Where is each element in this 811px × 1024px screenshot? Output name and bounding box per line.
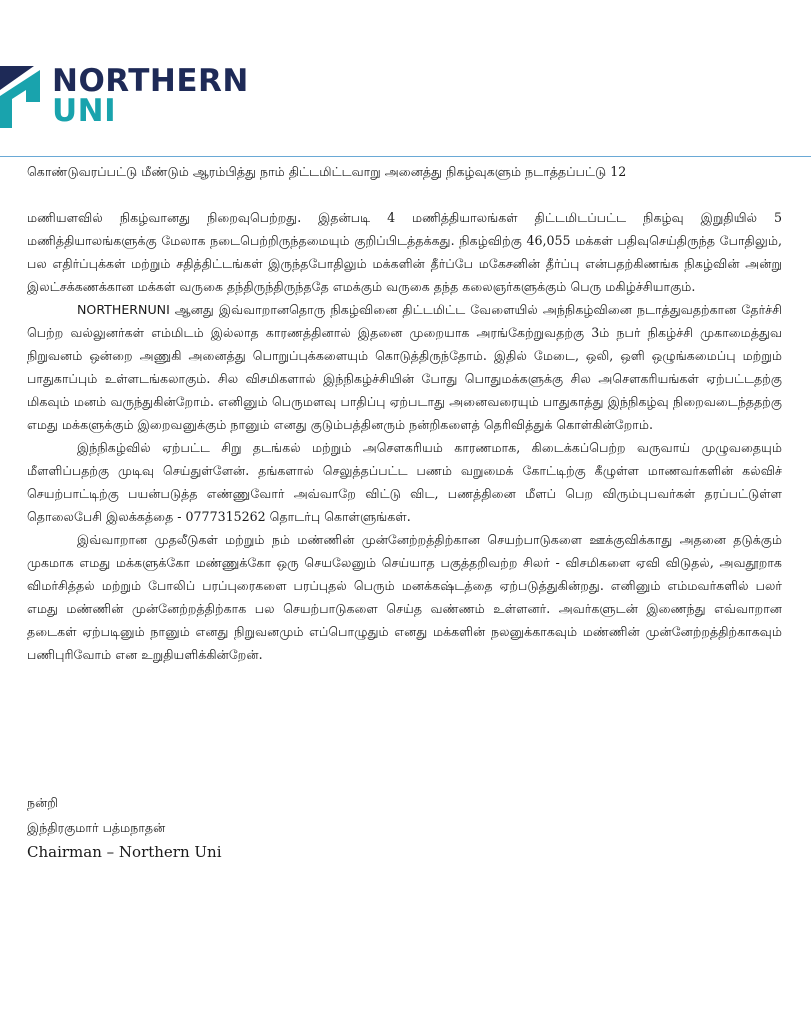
logo-line-uni: UNI: [52, 93, 117, 129]
brand-name: NORTHERNUNI: [77, 302, 170, 317]
signature-block: [27, 790, 222, 865]
header-divider: [0, 156, 811, 157]
logo-line-northern: NORTHERN: [52, 63, 249, 99]
signoff-title: Chairman – Northern Uni: [27, 843, 222, 861]
paragraph-organizer-text: ஆனது இவ்வாறானதொரு நிகழ்வினை திட்டமிட்ட வேளையில் அந்நிகழ்வினை நடாத்துவதற்கான தேர்ச்சி பெற்ற வல்லுனர்கள் எம்மிடம் இல்லாத காரணத்தினால் இதனை முறையாக அரங்கேற்றுவதற்கு 3ம் நபர் நிகழ்ச்சி முகாமைத்துவ நிறுவனம் ஒன்றை அணுகி அனைத்து பொறுப்புக்களையும் கொடுத்திருந்தோம். இதில் மேடை, ஒலி, ஒளி ஒழுங்கமைப்பு மற்றும் பாதுகாப்பும் உள்ளடங்கலாகும். சில விசமிகளால் இந்நிகழ்ச்சியின் போது பொதுமக்களுக்கு சில அசௌகரியங்கள் ஏற்பட்டதற்கு மிகவும் மனம் வருந்துகின்றோம். எனினும் பெருமளவு பாதிப்பு ஏற்படாது அனைவரையும் பாதுகாத்து இந்நிகழ்வு நிறைவடைந்ததற்கு எமது மக்களுக்கும் இறைவனுக்கும் நானும் எனது குடும்பத்தினரும் நன்றிகளைத் தெரிவித்துக் கொள்கின்றோம்.: [27, 302, 782, 432]
signoff-name: இந்திரகுமார் பத்மநாதன்: [27, 820, 166, 835]
logo-wordmark: [52, 63, 249, 129]
paragraph-commitment: இவ்வாறான முதலீடுகள் மற்றும் நம் மண்ணின் முன்னேற்றத்திற்கான செயற்பாடுகளை ஊக்குவிக்காது அதனை தடுக்கும் முகமாக எமது மக்களுக்கோ மண்ணுக்கோ ஒரு செயலேனும் செய்யாத பகுத்தறிவற்ற சிலர் - விசமிகளை ஏவி விடுதல், அவதூறாக விமர்சித்தல் மற்றும் போலிப் பரப்புரைகளை பரப்புதல் பெரும் மனக்கஷ்டத்தை ஏற்படுத்துகின்றது. எனினும் எம்மவர்களில் பலர் எமது மண்ணின் முன்னேற்றத்திற்காக பல செயற்பாடுகளை செய்த வண்ணம் உள்ளனர். அவர்களுடன் இணைந்து எவ்வாறான தடைகள் ஏற்படினும் நானும் எனது நிறுவனமும் எப்பொழுதும் எனது மக்களின் நலனுக்காகவும் மண்ணின் முன்னேற்றத்திற்காகவும் பணிபுரிவோம் என உறுதியளிக்கின்றேன்.: [27, 532, 782, 662]
paragraph-continuation: கொண்டுவரப்பட்டு மீண்டும் ஆரம்பித்து நாம் திட்டமிட்டவாறு அனைத்து நிகழ்வுகளும் நடாத்தப்பட்டு 12: [27, 164, 627, 179]
northern-uni-logo-mark-icon: [0, 66, 40, 128]
signoff-thanks: நன்றி: [27, 795, 59, 810]
paragraph-organizer: [27, 298, 782, 436]
northern-uni-logo: [0, 63, 249, 129]
letter-body: [27, 160, 782, 666]
paragraph-event-summary: மணியளவில் நிகழ்வானது நிறைவுபெற்றது. இதன்படி 4 மணித்தியாலங்கள் திட்டமிடப்பட்ட நிகழ்வு இறுதியில் 5 மணித்தியாலங்களுக்கு மேலாக நடைபெற்றிருந்தமையும் குறிப்பிடத்தக்கது. நிகழ்விற்கு 46,055 மக்கள் பதிவுசெய்திருந்த போதிலும், பல எதிர்ப்புக்கள் மற்றும் சதித்திட்டங்கள் இருந்தபோதிலும் மக்களின் தீர்ப்பே மகேசனின் தீர்ப்பு என்பதற்கிணங்க நிகழ்வின் அன்று இலட்சக்கணக்கான மக்கள் வருகை தந்திருந்திருந்ததே எமக்கும் வருகை தந்த கலைஞர்களுக்கும் பெரு மகிழ்ச்சியாகும்.: [27, 210, 782, 294]
paragraph-refund: இந்நிகழ்வில் ஏற்பட்ட சிறு தடங்கல் மற்றும் அசௌகரியம் காரணமாக, கிடைக்கப்பெற்ற வருவாய் முழுவதையும் மீளளிப்பதற்கு முடிவு செய்துள்ளேன். தங்களால் செலுத்தப்பட்ட பணம் வறுமைக் கோட்டிற்கு கீழுள்ள மாணவர்களின் கல்விச் செயற்பாட்டிற்கு பயன்படுத்த எண்ணுவோர் அவ்வாறே விட்டு விட, பணத்தினை மீளப் பெற விரும்புபவர்கள் தரப்பட்டுள்ள தொலைபேசி இலக்கத்தை - 0777315262 தொடர்பு கொள்ளுங்கள்.: [27, 440, 782, 524]
